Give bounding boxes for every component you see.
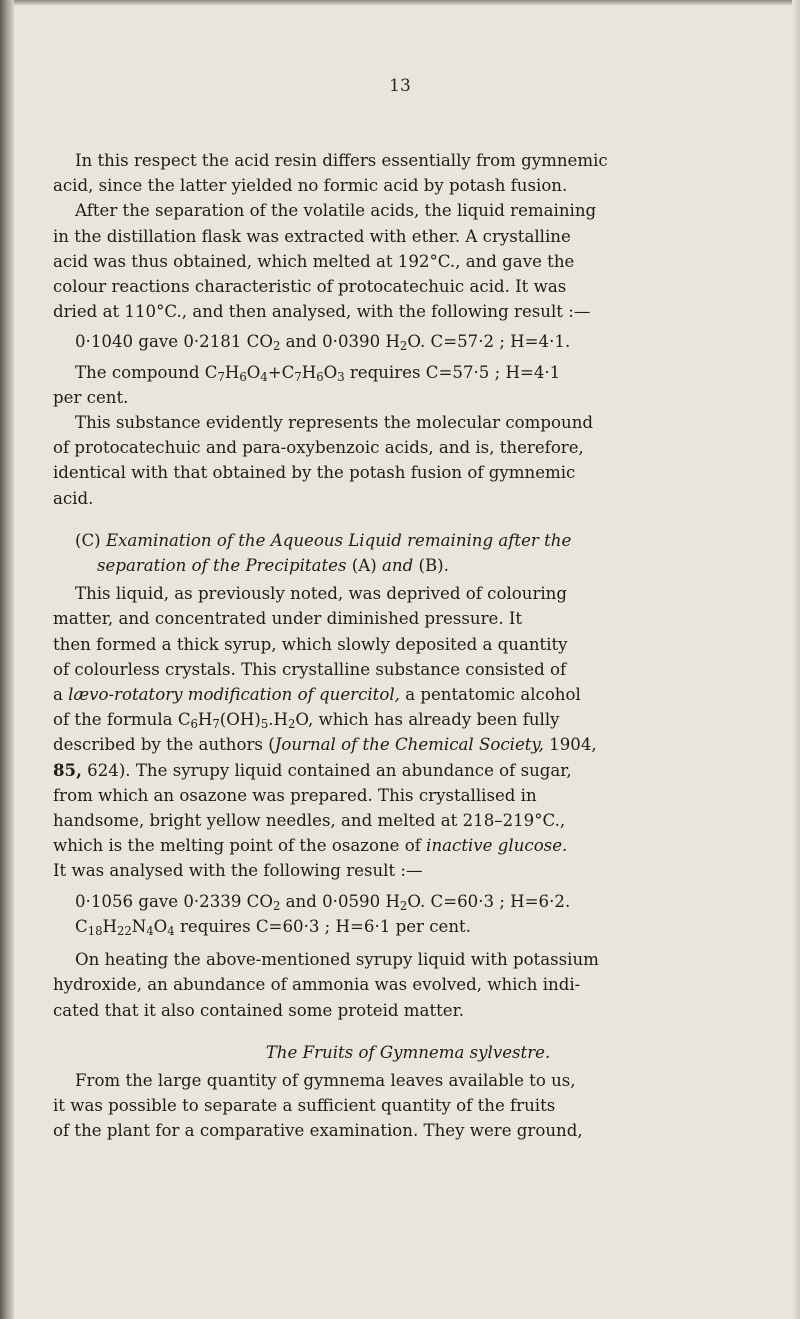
analysis-result-1: 0·1040 gave 0·2181 $CO_2$ and 0·0390 $H_2O$. C=57·2 ; H=4·1. bbox=[75, 332, 571, 354]
page-binding-shadow bbox=[0, 0, 14, 1319]
compound-formula-line: The compound $C_7H_6O_4+C_7H_6O_3$ requires C=57·5 ; H=4·1 per cent. bbox=[53, 362, 561, 407]
page-number: 13 bbox=[389, 76, 411, 96]
section-c-heading: (C) Examination of the Aqueous Liquid remaining after the separation of the Precipitates (A) and (B). bbox=[75, 530, 572, 576]
page-right-edge bbox=[792, 0, 800, 1319]
osazone-formula: $C_{18}H_{22}N_4O_4$ requires C=60·3 ; H=6·1 per cent. bbox=[75, 916, 471, 938]
paragraph-acid-resin: In this respect the acid resin differs essentially from gymnemic acid, since the latter yielded no formic acid by potash fusion. bbox=[53, 151, 608, 196]
analysis-result-2: 0·1056 gave 0·2339 $CO_2$ and 0·0590 $H_2O$. C=60·3 ; H=6·2. bbox=[75, 891, 571, 913]
paragraph-potassium-hydroxide: On heating the above-mentioned syrupy liquid with potassium hydroxide, an abundance of ammonia was evolved, which indi- cated that it also contained some proteid matter. bbox=[53, 950, 599, 1020]
paragraph-fruits: From the large quantity of gymnema leaves available to us, it was possible to separate a sufficient quantity of the fruits of the plant for a comparative examination. They were ground, bbox=[53, 1070, 583, 1141]
section-fruits-heading: The Fruits of Gymnema sylvestre. bbox=[265, 1042, 551, 1062]
paragraph-aqueous-liquid: This liquid, as previously noted, was deprived of colouring matter, and concentrated under diminished pressure. It then formed a thick syrup, which slowly deposited a quantity of colourless crystals. This crystalline substance consisted of a lævo-rotatory modification of quercitol, a pentatomic alcohol of the formula $C_6H_7(OH)_5.H_2O$, which has already been fully described by the authors (Journal of the Chemical Society, 1904, 85, 624). The syrupy liquid contained an abundance of sugar, from which an osazone was prepared. This crystallised in handsome, bright yellow needles, and melted at 218–219°C., which is the melting point of the osazone of inactive glucose. It was analysed with the following result :— bbox=[53, 584, 597, 881]
paragraph-volatile-acids: After the separation of the volatile acids, the liquid remaining in the distillation flask was extracted with ether. A crystalline acid was thus obtained, which melted at 192°C., and gave the colour reactions characteristic of protocatechuic acid. It was dried at 110°C., and then analysed, with the following result :— bbox=[53, 201, 597, 322]
paragraph-molecular-compound: This substance evidently represents the molecular compound of protocatechuic and para-oxybenzoic acids, and is, therefore, identical with that obtained by the potash fusion of gymnemic acid. bbox=[53, 413, 594, 508]
page-body bbox=[53, 148, 763, 1144]
page-top-edge bbox=[0, 0, 800, 6]
